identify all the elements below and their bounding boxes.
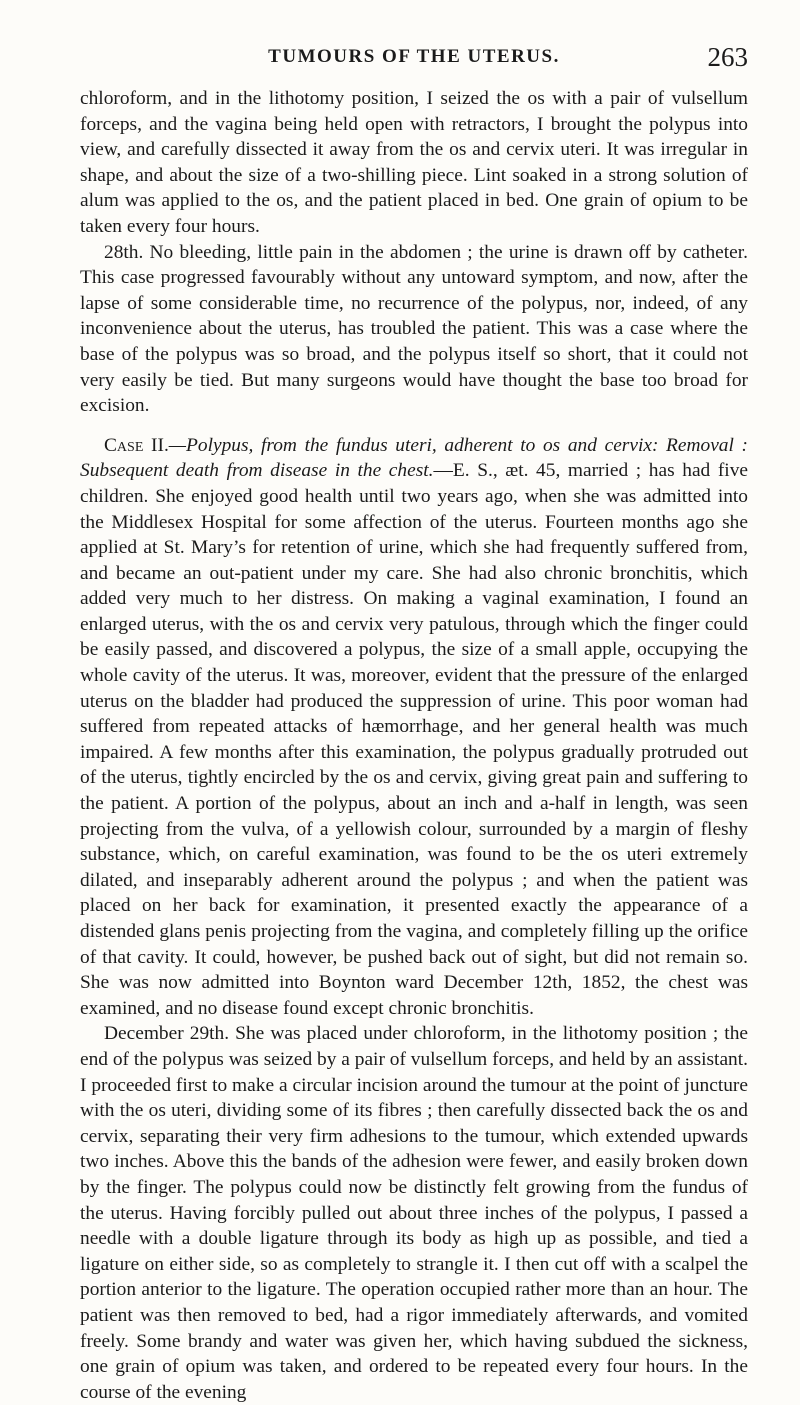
running-header xyxy=(80,42,748,86)
paragraph-28th: 28th. No bleeding, little pain in the abdomen ; the urine is drawn off by catheter. This case progressed favourably without any untoward symptom, and now, after the lapse of some considerable time, no recurrence of the polypus, nor, indeed, of any inconvenience about the uterus, has troubled the patient. This was a case where the base of the polypus was so broad, and the polypus itself so short, that it could not very easily be tied. But many surgeons would have thought the base too broad for excision. xyxy=(80,241,748,417)
paragraph-december-29th: December 29th. She was placed under chloroform, in the lithotomy position ; the end of the polypus was seized by a pair of vulsellum forceps, and held by an assistant. I proceeded first to make a circular incision around the tumour at the point of juncture with the os uteri, dividing some of its fibres ; then carefully dissected back the os and cervix, separating their very firm adhesions to the tumour, which extended upwards two inches. Above this the bands of the adhesion were fewer, and easily broken down by the finger. The polypus could now be distinctly felt growing from the fundus of the uterus. Having forcibly pulled out about three inches of the polypus, I passed a needle with a double ligature through its body as high up as possible, and tied a ligature on either side, so as completely to strangle it. I then cut off with a scalpel the portion anterior to the ligature. The operation occupied rather more than an hour. The patient was then removed to bed, had a rigor immediately afterwards, and vomited freely. Some brandy and water was given her, which having subdued the sickness, one grain of opium was taken, and ordered to be repeated every four hours. In the course of the evening xyxy=(80,1023,748,1403)
paragraph-case-ii xyxy=(80,433,748,1022)
case-title: —Polypus, from the fundus uteri, adherent to os and cervix: Removal : Subsequent death from disease in the chest. xyxy=(80,434,748,482)
page-number: 263 xyxy=(707,42,748,72)
case-text: —E. S., æt. 45, married ; has had five children. She enjoyed good health until two years ago, when she was admitted into the Middlesex Hospital for some affection of the uterus. Fourteen months ago she applied at St. Mary’s for retention of urine, which she had frequently suffered from, and became an out-patient under my care. She had also chronic bronchitis, which added very much to her distress. On making a vaginal examination, I found an enlarged uterus, with the os and cervix very patulous, through which the finger could be easily passed, and discovered a polypus, the size of a small apple, occupying the whole cavity of the uterus. It was, moreover, evident that the pressure of the enlarged uterus on the bladder had produced the suppression of urine. This poor woman had suffered from repeated attacks of hæmorrhage, and her general health was much impaired. A few months after this examination, the polypus gradually protruded out of the uterus, tightly encircled by the os and cervix, giving great pain and suffering to the patient. A portion of the polypus, about an inch and a-half in length, was seen projecting from the vulva, of a yellowish colour, surrounded by a margin of fleshy substance, which, on careful examination, was found to be the os uteri extremely dilated, and inseparably adherent around the polypus ; and when the patient was placed on her back for examination, it presented exactly the appearance of a distended glans penis projecting from the vagina, and completely filling up the orifice of that cavity. It could, however, be pushed back out of sight, but did not remain so. She was now admitted into Boynton ward December 12th, 1852, the chest was examined, and no disease found except chronic bronchitis. xyxy=(80,460,748,1019)
body-text xyxy=(80,86,748,1405)
running-title: TUMOURS OF THE UTERUS. xyxy=(268,46,560,67)
paragraph-opium-treatment: chloroform, and in the lithotomy position, I seized the os with a pair of vulsellum forceps, and the vagina being held open with retractors, I brought the polypus into view, and carefully dissected it away from the os and cervix uteri. It was irregular in shape, and about the size of a two-shilling piece. Lint soaked in a strong solution of alum was applied to the os, and the patient placed in bed. One grain of opium to be taken every four hours. xyxy=(80,88,748,237)
case-label: Case II. xyxy=(104,434,169,456)
